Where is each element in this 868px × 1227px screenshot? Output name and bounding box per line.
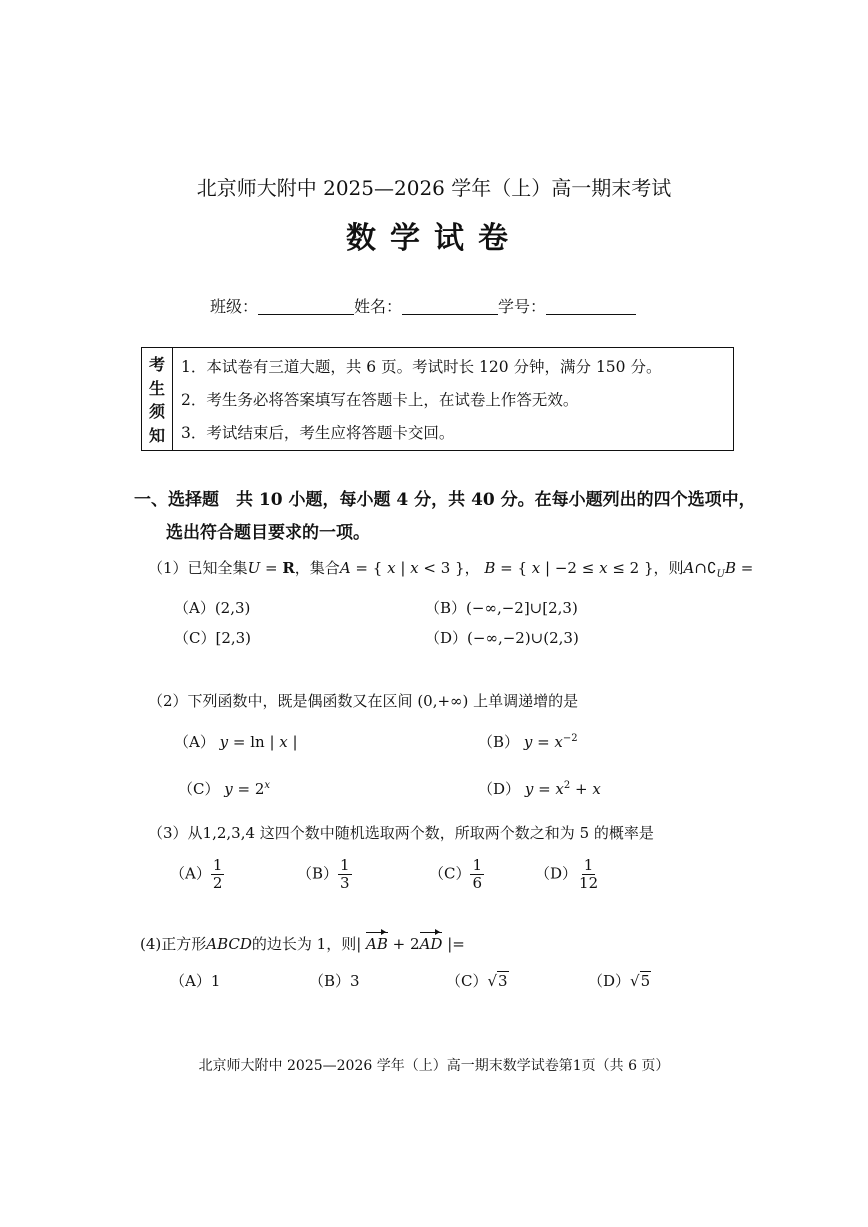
sqrt-expression: √3 xyxy=(487,972,508,990)
radicand: 5 xyxy=(640,972,651,990)
school-header: 北京师大附中 2025—2026 学年（上）高一期末考试 xyxy=(196,176,672,200)
q2-option-a[interactable]: （A） y = ln | x | xyxy=(174,733,298,751)
fraction-denominator: 6 xyxy=(472,874,483,892)
option-label: （B） xyxy=(297,864,339,883)
name-blank[interactable] xyxy=(402,298,498,315)
vector-ab: AB xyxy=(366,935,388,953)
q4-option-a[interactable] xyxy=(170,970,220,991)
id-label: 学号： xyxy=(498,297,547,316)
fraction-numerator: 1 xyxy=(212,856,223,874)
question-3-stem xyxy=(148,822,654,843)
section-heading-cont: 选出符合题目要求的一项。 xyxy=(166,523,370,543)
fraction xyxy=(470,857,484,892)
question-1-stem: （1）已知全集U = R，集合A = { x | x < 3 }， B = { x | −2 ≤ x ≤ 2 }，则$A\cap∁_UB$ = xyxy=(148,559,754,580)
option-label: （C） xyxy=(429,864,471,883)
question-number: （1） xyxy=(148,559,188,577)
question-2-stem xyxy=(148,690,578,711)
option-label: （B） xyxy=(478,733,520,751)
question-number: （2） xyxy=(148,692,188,710)
stem-text: ，集合 xyxy=(294,559,340,577)
notice-item: 2．考生务必将答案填写在答题卡上，在试卷上作答无效。 xyxy=(181,390,579,409)
option-label: （A） xyxy=(174,733,215,751)
question-number: （3） xyxy=(148,824,188,842)
q1-option-c[interactable]: （C）[2,3) xyxy=(174,629,252,647)
stem-text: 从1,2,3,4 这四个数中随机选取两个数，所取两个数之和为 5 的概率是 xyxy=(187,824,654,842)
fraction-numerator: 1 xyxy=(583,856,594,874)
notice-label xyxy=(142,348,173,450)
question-4-stem: (4)正方形ABCD的边长为 1，则| AB + 2AD |= xyxy=(140,935,465,953)
section-heading: 一、选择题 共 10 小题，每小题 4 分，共 40 分。在每小题列出的四个选项中， xyxy=(134,490,756,510)
option-value: 3 xyxy=(350,972,360,990)
notice-item: 3．考试结束后，考生应将答题卡交回。 xyxy=(181,423,455,442)
fraction xyxy=(211,857,225,892)
vector-ad: AD xyxy=(419,935,443,953)
stem-text: 的边长为 1，则 xyxy=(251,935,357,953)
option-label: （A） xyxy=(170,864,211,883)
stem-text: ，则 xyxy=(653,559,684,577)
fraction xyxy=(577,857,600,892)
notice-label-char: 知 xyxy=(148,425,165,445)
q4-option-d[interactable] xyxy=(588,970,651,991)
q2-option-b[interactable]: （B） $y = x^{-2}$ xyxy=(478,733,578,751)
option-label: （D） xyxy=(478,780,521,798)
notice-item: 1．本试卷有三道大题，共 6 页。考试时长 120 分钟，满分 150 分。 xyxy=(181,358,662,377)
q3-option-a[interactable] xyxy=(170,857,224,892)
q1-option-b[interactable]: （B）(−∞,−2]∪[2,3) xyxy=(425,599,578,617)
q1-option-a[interactable]: （A）(2,3) xyxy=(174,599,251,617)
stem-text: 正方形 xyxy=(161,935,207,953)
option-label: （D） xyxy=(588,972,631,990)
q1-option-d[interactable]: （D）(−∞,−2)∪(2,3) xyxy=(425,629,579,647)
name-label: 姓名： xyxy=(354,297,403,316)
notice-label-char: 须 xyxy=(148,402,165,422)
option-label: （A） xyxy=(170,972,211,990)
student-info-row xyxy=(210,294,636,317)
q3-option-d[interactable] xyxy=(535,857,600,892)
option-label: （D） xyxy=(535,864,578,883)
sqrt-expression: √5 xyxy=(630,972,651,990)
id-blank[interactable] xyxy=(546,298,636,315)
question-number: (4) xyxy=(140,935,162,953)
q2-option-c[interactable]: （C） $y = 2^x$ xyxy=(178,780,271,798)
class-blank[interactable] xyxy=(258,298,354,315)
notice-items xyxy=(173,348,733,450)
exam-title: 数学试卷 xyxy=(346,221,522,256)
option-label: （B） xyxy=(309,972,351,990)
fraction-numerator: 1 xyxy=(472,856,483,874)
fraction-denominator: 3 xyxy=(340,874,350,892)
q3-option-c[interactable] xyxy=(429,857,484,892)
q4-option-b[interactable] xyxy=(309,970,360,991)
stem-text: 已知全集 xyxy=(187,559,248,577)
class-label: 班级： xyxy=(210,297,259,316)
notice-box xyxy=(141,347,734,451)
notice-label-char: 生 xyxy=(148,378,165,398)
fraction xyxy=(338,857,352,892)
option-label: （C） xyxy=(446,972,488,990)
q4-option-c[interactable] xyxy=(446,970,509,991)
q2-option-d[interactable]: （D） $y = x^2 + x$ xyxy=(478,780,601,798)
stem-text: 下列函数中，既是偶函数又在区间 (0,+∞) 上单调递增的是 xyxy=(187,692,579,710)
option-value: 1 xyxy=(210,972,221,990)
fraction-denominator: 12 xyxy=(579,874,599,892)
q3-option-b[interactable] xyxy=(297,857,352,892)
fraction-denominator: 2 xyxy=(212,874,223,892)
fraction-numerator: 1 xyxy=(340,856,350,874)
option-label: （C） xyxy=(178,780,220,798)
notice-label-char: 考 xyxy=(148,355,165,375)
radicand: 3 xyxy=(498,972,508,990)
page-footer: 北京师大附中 2025—2026 学年（上）高一期末数学试卷第1页（共 6 页） xyxy=(198,1058,670,1074)
